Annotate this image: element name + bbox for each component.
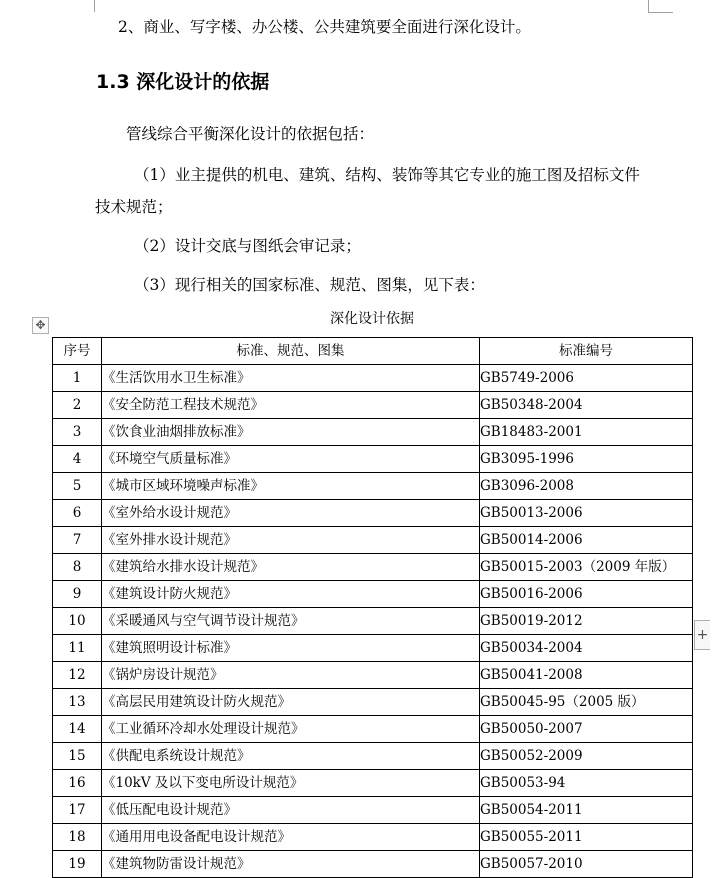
paragraph-bullet-3: （3）现行相关的国家标准、规范、图集，见下表： [134,276,485,294]
cell-index: 2 [53,392,102,419]
table-row [53,446,693,473]
cell-index: 1 [53,365,102,392]
table-row [53,851,693,878]
cell-standard-code: GB50054-2011 [480,797,693,824]
cell-standard-code: GB50019-2012 [480,608,693,635]
plus-icon: + [696,627,709,643]
cell-standard-code: GB18483-2001 [480,419,693,446]
cell-standard-name: 《高层民用建筑设计防火规范》 [102,689,480,716]
table-row [53,689,693,716]
cell-standard-name: 《10kV 及以下变电所设计规范》 [102,770,480,797]
cell-standard-name: 《建筑物防雷设计规范》 [102,851,480,878]
cell-standard-code: GB5749-2006 [480,365,693,392]
cell-index: 10 [53,608,102,635]
paragraph-bullet-2: （2）设计交底与图纸会审记录； [134,237,361,255]
cell-index: 4 [53,446,102,473]
table-row [53,743,693,770]
paragraph-bullet-1: （1）业主提供的机电、建筑、结构、装饰等其它专业的施工图及招标文件 [134,166,640,184]
table-row [53,716,693,743]
table-row [53,365,693,392]
paragraph-item-2: 2、商业、写字楼、办公楼、公共建筑要全面进行深化设计。 [118,18,531,36]
table-move-handle[interactable] [32,317,49,334]
table-row [53,500,693,527]
cell-index: 14 [53,716,102,743]
cell-standard-name: 《通用用电设备配电设计规范》 [102,824,480,851]
move-icon: ✥ [35,318,46,332]
cell-standard-name: 《室外给水设计规范》 [102,500,480,527]
paragraph-bullet-1-continued: 技术规范； [95,198,173,216]
cell-index: 9 [53,581,102,608]
table-row [53,770,693,797]
cell-standard-code: GB50050-2007 [480,716,693,743]
table-row [53,824,693,851]
table-row [53,635,693,662]
table-header-row [53,338,693,365]
cell-standard-code: GB50053-94 [480,770,693,797]
cell-standard-name: 《锅炉房设计规范》 [102,662,480,689]
table-row [53,419,693,446]
header-index: 序号 [53,338,102,365]
cell-standard-code: GB50055-2011 [480,824,693,851]
cell-standard-name: 《饮食业油烟排放标准》 [102,419,480,446]
cell-standard-code: GB50045-95（2005 版） [480,689,693,716]
add-row-button[interactable] [694,620,710,650]
cell-index: 8 [53,554,102,581]
cell-standard-code: GB3096-2008 [480,473,693,500]
cell-index: 16 [53,770,102,797]
cell-standard-code: GB50016-2006 [480,581,693,608]
cell-standard-name: 《建筑给水排水设计规范》 [102,554,480,581]
cell-index: 6 [53,500,102,527]
paragraph-intro: 管线综合平衡深化设计的依据包括： [126,125,375,143]
table-row [53,662,693,689]
cell-index: 15 [53,743,102,770]
cell-index: 3 [53,419,102,446]
cell-standard-name: 《城市区域环境噪声标准》 [102,473,480,500]
cell-index: 13 [53,689,102,716]
cell-standard-code: GB50348-2004 [480,392,693,419]
cell-standard-code: GB50015-2003（2009 年版） [480,554,693,581]
section-heading: 1.3 深化设计的依据 [96,71,270,93]
header-name: 标准、规范、图集 [102,338,480,365]
cell-standard-name: 《采暖通风与空气调节设计规范》 [102,608,480,635]
cell-standard-name: 《建筑照明设计标准》 [102,635,480,662]
standards-table [52,337,693,878]
table-row [53,797,693,824]
cell-standard-name: 《建筑设计防火规范》 [102,581,480,608]
cell-standard-name: 《低压配电设计规范》 [102,797,480,824]
cell-standard-code: GB50014-2006 [480,527,693,554]
cell-standard-code: GB50041-2008 [480,662,693,689]
cell-index: 11 [53,635,102,662]
cell-standard-name: 《室外排水设计规范》 [102,527,480,554]
cell-index: 5 [53,473,102,500]
cell-index: 18 [53,824,102,851]
table-row [53,392,693,419]
crop-mark-right-horizontal [648,12,673,13]
header-code: 标准编号 [480,338,693,365]
cell-standard-code: GB50052-2009 [480,743,693,770]
cell-standard-name: 《环境空气质量标准》 [102,446,480,473]
cell-standard-name: 《工业循环冷却水处理设计规范》 [102,716,480,743]
crop-mark-left [94,0,95,12]
table-caption: 深化设计依据 [330,311,414,327]
cell-standard-code: GB3095-1996 [480,446,693,473]
table-row [53,608,693,635]
cell-standard-code: GB50013-2006 [480,500,693,527]
cell-index: 19 [53,851,102,878]
table-row [53,581,693,608]
crop-mark-right [648,0,649,12]
cell-index: 12 [53,662,102,689]
cell-standard-name: 《供配电系统设计规范》 [102,743,480,770]
table-row [53,554,693,581]
cell-standard-name: 《生活饮用水卫生标准》 [102,365,480,392]
table-row [53,527,693,554]
cell-index: 7 [53,527,102,554]
table-row [53,473,693,500]
cell-standard-code: GB50057-2010 [480,851,693,878]
cell-standard-code: GB50034-2004 [480,635,693,662]
cell-standard-name: 《安全防范工程技术规范》 [102,392,480,419]
cell-index: 17 [53,797,102,824]
